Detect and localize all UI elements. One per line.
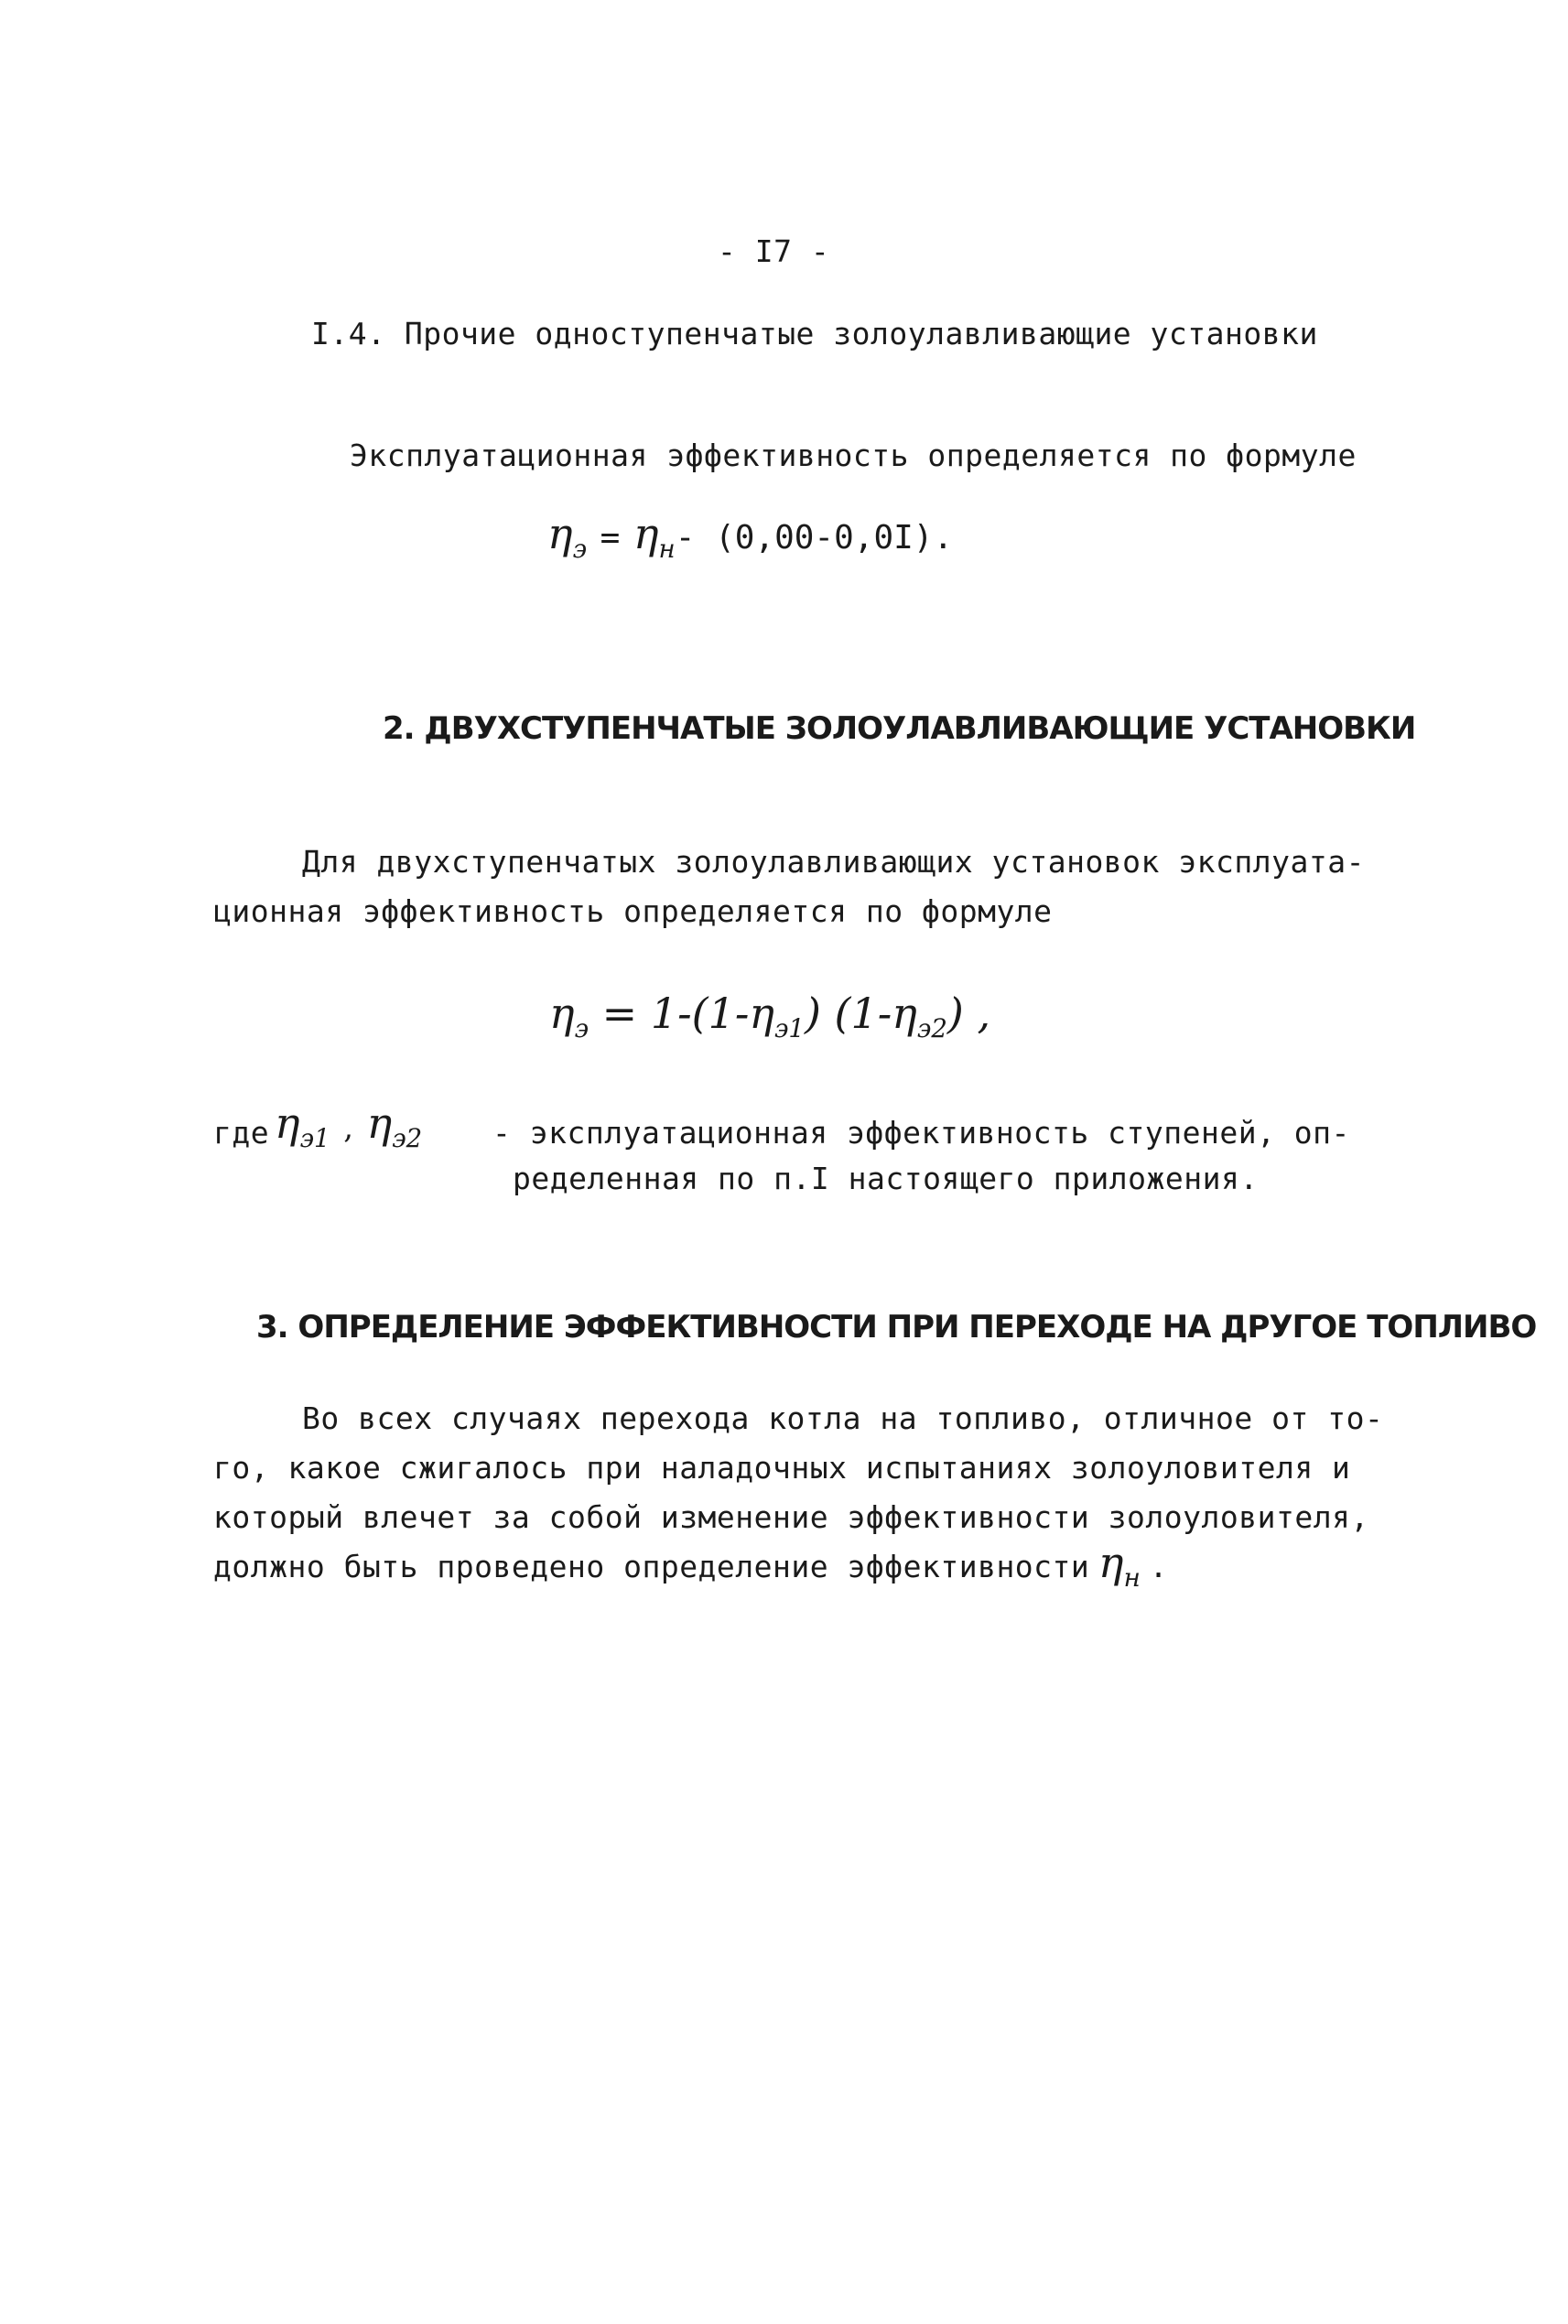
where-text-line-1: - эксплуатационная эффективность ступеней, оп-	[492, 1115, 1350, 1151]
formula-2	[549, 989, 991, 1043]
section-3-line-4-end: .	[1149, 1549, 1168, 1584]
formula-1-rhs: - (0,00-0,0I).	[675, 519, 954, 557]
formula-2-lhs-sub: э	[574, 1012, 589, 1043]
formula-1-rhs-eta: η	[633, 509, 659, 558]
section-3-line-2: го, какое сжигалось при наладочных испытаниях золоуловителя и	[213, 1450, 1351, 1486]
section-1-4-title: I.4. Прочие одноступенчатые золоулавливающие установки	[311, 316, 1318, 351]
formula-1-lhs: η	[547, 509, 573, 558]
formula-1-eq: =	[600, 519, 621, 557]
section-3-line-3: который влечет за собой изменение эффективности золоуловителя,	[213, 1499, 1369, 1535]
section-2-title: 2. ДВУХСТУПЕНЧАТЫЕ ЗОЛОУЛАВЛИВАЮЩИЕ УСТАНОВКИ	[383, 710, 1416, 747]
section-3-line-4-sub: н	[1123, 1562, 1141, 1593]
where-eta-1: η	[275, 1098, 300, 1148]
formula-1	[547, 509, 954, 564]
formula-2-sub-1: э1	[773, 1012, 805, 1043]
where-label: где	[213, 1115, 270, 1151]
section-3-title: 3. ОПРЕДЕЛЕНИЕ ЭФФЕКТИВНОСТИ ПРИ ПЕРЕХОДЕ НА ДРУГОЕ ТОПЛИВО	[256, 1309, 1537, 1346]
where-symbols	[275, 1098, 423, 1153]
section-3-line-1: Во всех случаях перехода котла на топливо, отличное от то-	[302, 1400, 1384, 1436]
section-2-text-line-2: ционная эффективность определяется по формуле	[213, 893, 1053, 929]
formula-2-lhs: η	[549, 989, 575, 1038]
formula-1-lhs-sub: э	[572, 533, 588, 564]
formula-2-rhs-3: ) ,	[946, 989, 991, 1038]
where-sub-2: э2	[392, 1122, 423, 1153]
section-3-line-4-eta: η	[1098, 1538, 1124, 1587]
formula-2-rhs-2: ) (1-η	[804, 989, 917, 1038]
section-1-4-text: Эксплуатационная эффективность определяется по формуле	[350, 438, 1357, 473]
where-text-line-2: ределенная по п.I настоящего приложения.	[513, 1161, 1259, 1196]
where-sub-1: э1	[299, 1122, 330, 1153]
section-3-line-4	[213, 1538, 1168, 1593]
page-number: - I7 -	[718, 233, 830, 269]
where-eta-2: η	[366, 1098, 393, 1148]
section-2-text-line-1: Для двухступенчатых золоулавливающих установок эксплуата-	[302, 844, 1365, 880]
formula-2-sub-2: э2	[916, 1012, 947, 1043]
formula-2-rhs-1: = 1-(1-η	[601, 989, 774, 1038]
section-3-line-4-text: должно быть проведено определение эффективности	[213, 1549, 1090, 1584]
formula-1-rhs-sub: н	[658, 533, 676, 564]
where-sep: ,	[343, 1109, 354, 1146]
